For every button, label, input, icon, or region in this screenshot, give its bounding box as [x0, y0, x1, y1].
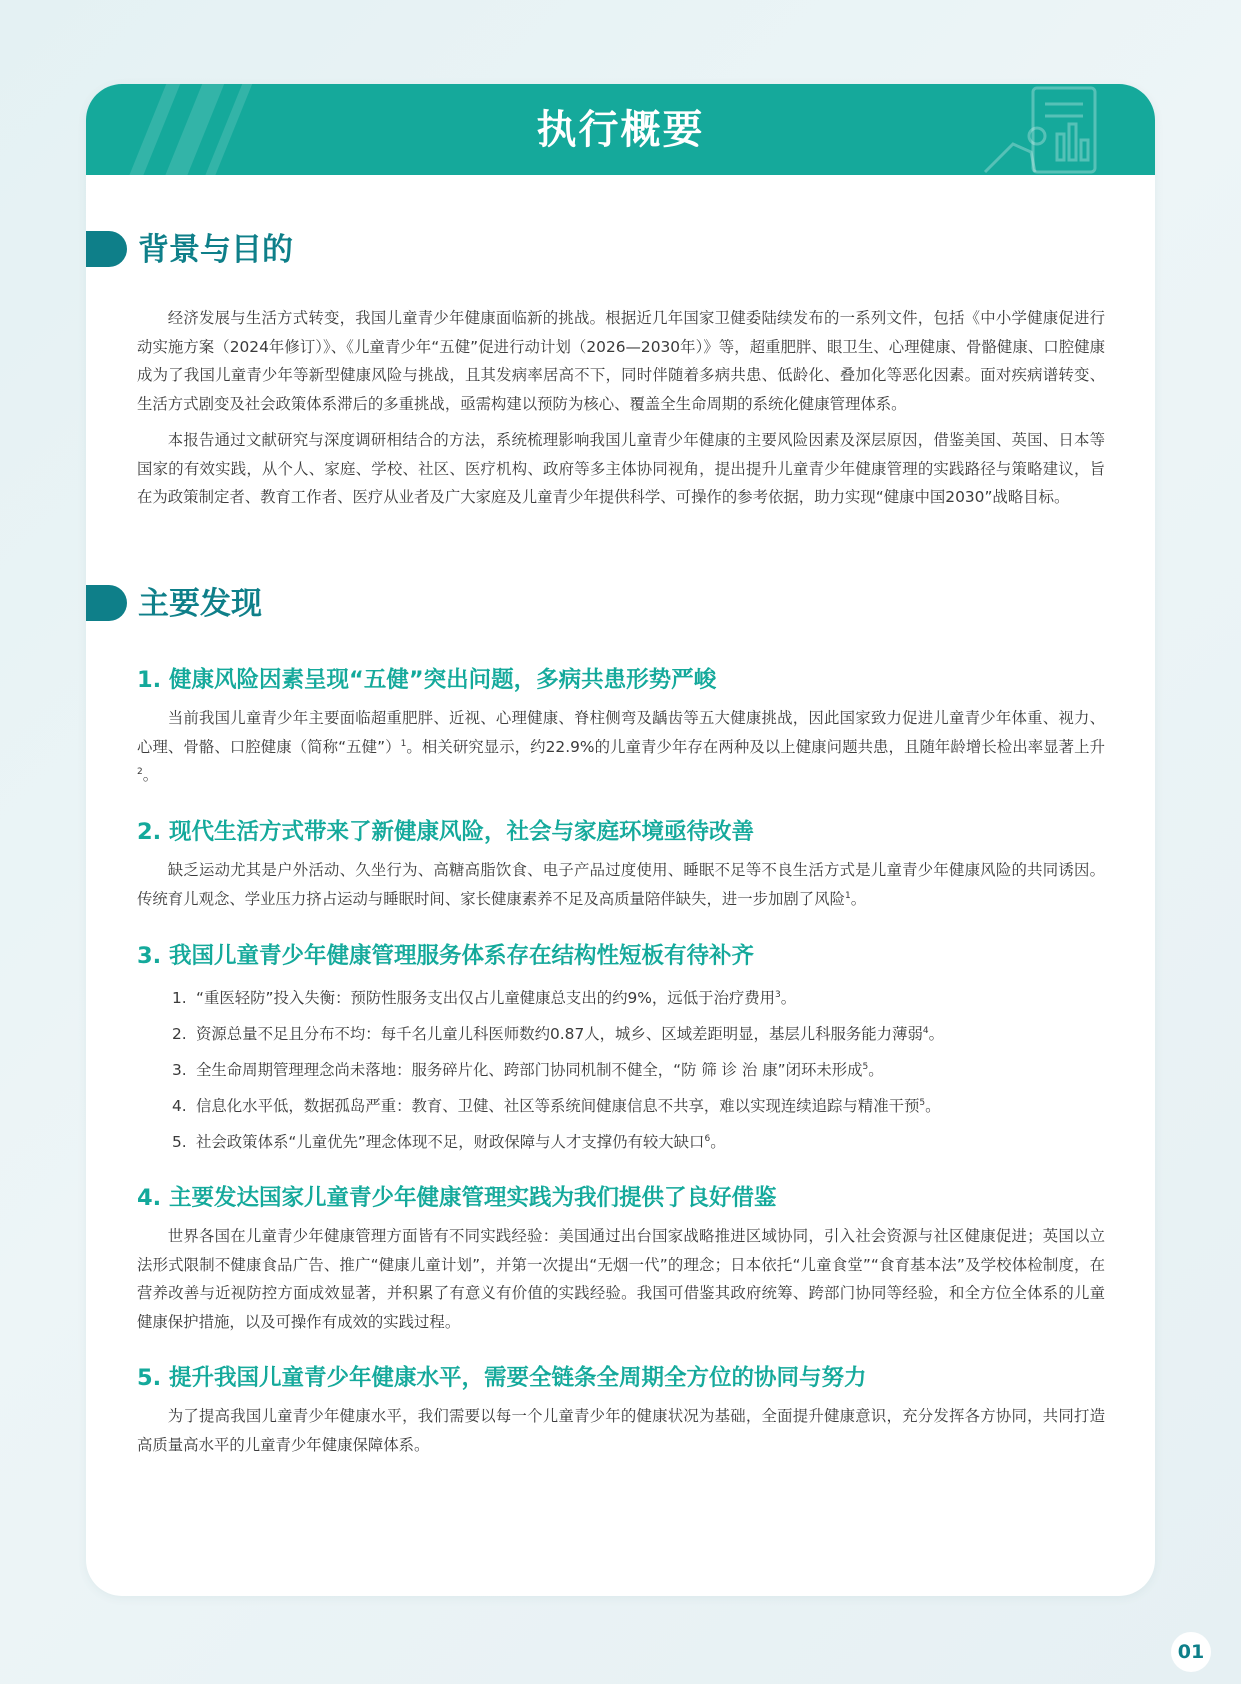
list-item: [172, 1088, 1102, 1124]
page-number: 01: [1171, 1632, 1211, 1672]
footnote-ref: 2: [137, 766, 143, 777]
list-item: [172, 980, 1102, 1016]
finding-body: [137, 856, 1105, 913]
footnote-ref: 4: [922, 1025, 929, 1036]
page-title: 执行概要: [536, 107, 705, 153]
list-text: 信息化水平低，数据孤岛严重：教育、卫健、社区等系统间健康信息不共享，难以实现连续追踪与精准干预: [196, 1097, 920, 1115]
list-item: [172, 1124, 1102, 1160]
section-title: 主要发现: [138, 586, 262, 622]
finding-text: 。: [850, 889, 867, 908]
footnote-ref: 1: [400, 738, 407, 749]
footnote-ref: 5: [919, 1097, 926, 1108]
finding-text: 。: [142, 766, 159, 784]
list-number: 1.: [172, 989, 187, 1007]
list-text: 社会政策体系“儿童优先”理念体现不足，财政保障与人才支撑仍有较大缺口: [196, 1133, 705, 1151]
list-number: 3.: [172, 1061, 187, 1079]
finding-title: 2. 现代生活方式带来了新健康风险，社会与家庭环境亟待改善: [137, 819, 755, 845]
list-text-end: 。: [710, 1133, 726, 1151]
list-text-end: 。: [780, 989, 797, 1007]
content-card: [86, 84, 1155, 1596]
section-title: 背景与目的: [138, 232, 293, 268]
list-text-end: 。: [928, 1025, 944, 1043]
finding-text: 当前我国儿童青少年主要面临超重肥胖、近视、心理健康、脊柱侧弯及龋齿等五大健康挑战，因此国家致力促进儿童青少年体重、视力、心理、骨骼、口腔健康（简称“五健”）: [137, 709, 1105, 756]
header-banner: [86, 84, 1155, 175]
finding-body: 为了提高我国儿童青少年健康水平，我们需要以每一个儿童青少年的健康状况为基础，全面提升健康意识，充分发挥各方协同，共同打造高质量高水平的儿童青少年健康保障体系。: [137, 1407, 1105, 1454]
background-paragraph-2: 本报告通过文献研究与深度调研相结合的方法，系统梳理影响我国儿童青少年健康的主要风险因素及深层原因，借鉴美国、英国、日本等国家的有效实践，从个人、家庭、学校、社区、医疗机构、政府等多主体协同视角，提出提升儿童青少年健康管理的实践路径与策略建议，旨在为政策制定者、教育工作者、医疗从业者及广大家庭及儿童青少年提供科学、可操作的参考依据，助力实现“健康中国2030”战略目标。: [137, 431, 1105, 506]
section-marker: [86, 231, 127, 267]
list-number: 2.: [172, 1025, 187, 1043]
finding-title: 3. 我国儿童青少年健康管理服务体系存在结构性短板有待补齐: [137, 943, 755, 969]
list-text: 全生命周期管理理念尚未落地：服务碎片化、跨部门协同机制不健全，“防 筛 诊 治 康”闭环未形成: [196, 1061, 863, 1079]
list-text: 资源总量不足且分布不均：每千名儿童儿科医师数约0.87人，城乡、区域差距明显，基层儿科服务能力薄弱: [196, 1025, 923, 1043]
background-paragraph-1: 经济发展与生活方式转变，我国儿童青少年健康面临新的挑战。根据近几年国家卫健委陆续发布的一系列文件，包括《中小学健康促进行动实施方案（2024年修订）》、《儿童青少年“五健”促进行动计划（2026—2030年）》等，超重肥胖、眼卫生、心理健康、骨骼健康、口腔健康成为了我国儿童青少年等新型健康风险与挑战，且其发病率居高不下，同时伴随着多病共患、低龄化、叠加化等恶化因素。面对疾病谱转变、生活方式剧变及社会政策体系滞后的多重挑战，亟需构建以预防为核心、覆盖全生命周期的系统化健康管理体系。: [137, 309, 1105, 413]
finding-body: 世界各国在儿童青少年健康管理方面皆有不同实践经验：美国通过出台国家战略推进区域协同，引入社会资源与社区健康促进；英国以立法形式限制不健康食品广告、推广“健康儿童计划”，并第一次提出“无烟一代”的理念；日本依托“儿童食堂”“食育基本法”及学校体检制度，在营养改善与近视防控方面成效显著，并积累了有意义有价值的实践经验。我国可借鉴其政府统筹、跨部门协同等经验，和全方位全体系的儿童健康保护措施，以及可操作有成效的实践过程。: [137, 1227, 1105, 1331]
list-item: [172, 1052, 1102, 1088]
shortcomings-list: [172, 980, 1102, 1160]
list-text-end: 。: [868, 1061, 884, 1079]
list-text: “重医轻防”投入失衡：预防性服务支出仅占儿童健康总支出的约9%，远低于治疗费用: [196, 989, 776, 1007]
footnote-ref: 6: [704, 1133, 711, 1144]
finding-text: 缺乏运动尤其是户外活动、久坐行为、高糖高脂饮食、电子产品过度使用、睡眠不足等不良生活方式是儿童青少年健康风险的共同诱因。传统育儿观念、学业压力挤占运动与睡眠时间、家长健康素养不足及高质量陪伴缺失，进一步加剧了风险: [137, 861, 1105, 908]
finding-title: 5. 提升我国儿童青少年健康水平，需要全链条全周期全方位的协同与努力: [137, 1365, 867, 1391]
footnote-ref: 1: [844, 890, 851, 901]
list-number: 4.: [172, 1097, 187, 1115]
list-text-end: 。: [925, 1097, 941, 1115]
footnote-ref: 5: [862, 1061, 869, 1072]
finding-title: 1. 健康风险因素呈现“五健”突出问题，多病共患形势严峻: [137, 667, 717, 693]
finding-text: 。相关研究显示，约22.9%的儿童青少年存在两种及以上健康问题共患，且随年龄增长检出率显著上升: [406, 737, 1105, 756]
footnote-ref: 3: [775, 989, 781, 1000]
finding-title: 4. 主要发达国家儿童青少年健康管理实践为我们提供了良好借鉴: [137, 1185, 777, 1211]
list-item: [172, 1016, 1102, 1052]
finding-body: [137, 704, 1105, 790]
section-marker: [86, 585, 127, 621]
list-number: 5.: [172, 1133, 187, 1151]
